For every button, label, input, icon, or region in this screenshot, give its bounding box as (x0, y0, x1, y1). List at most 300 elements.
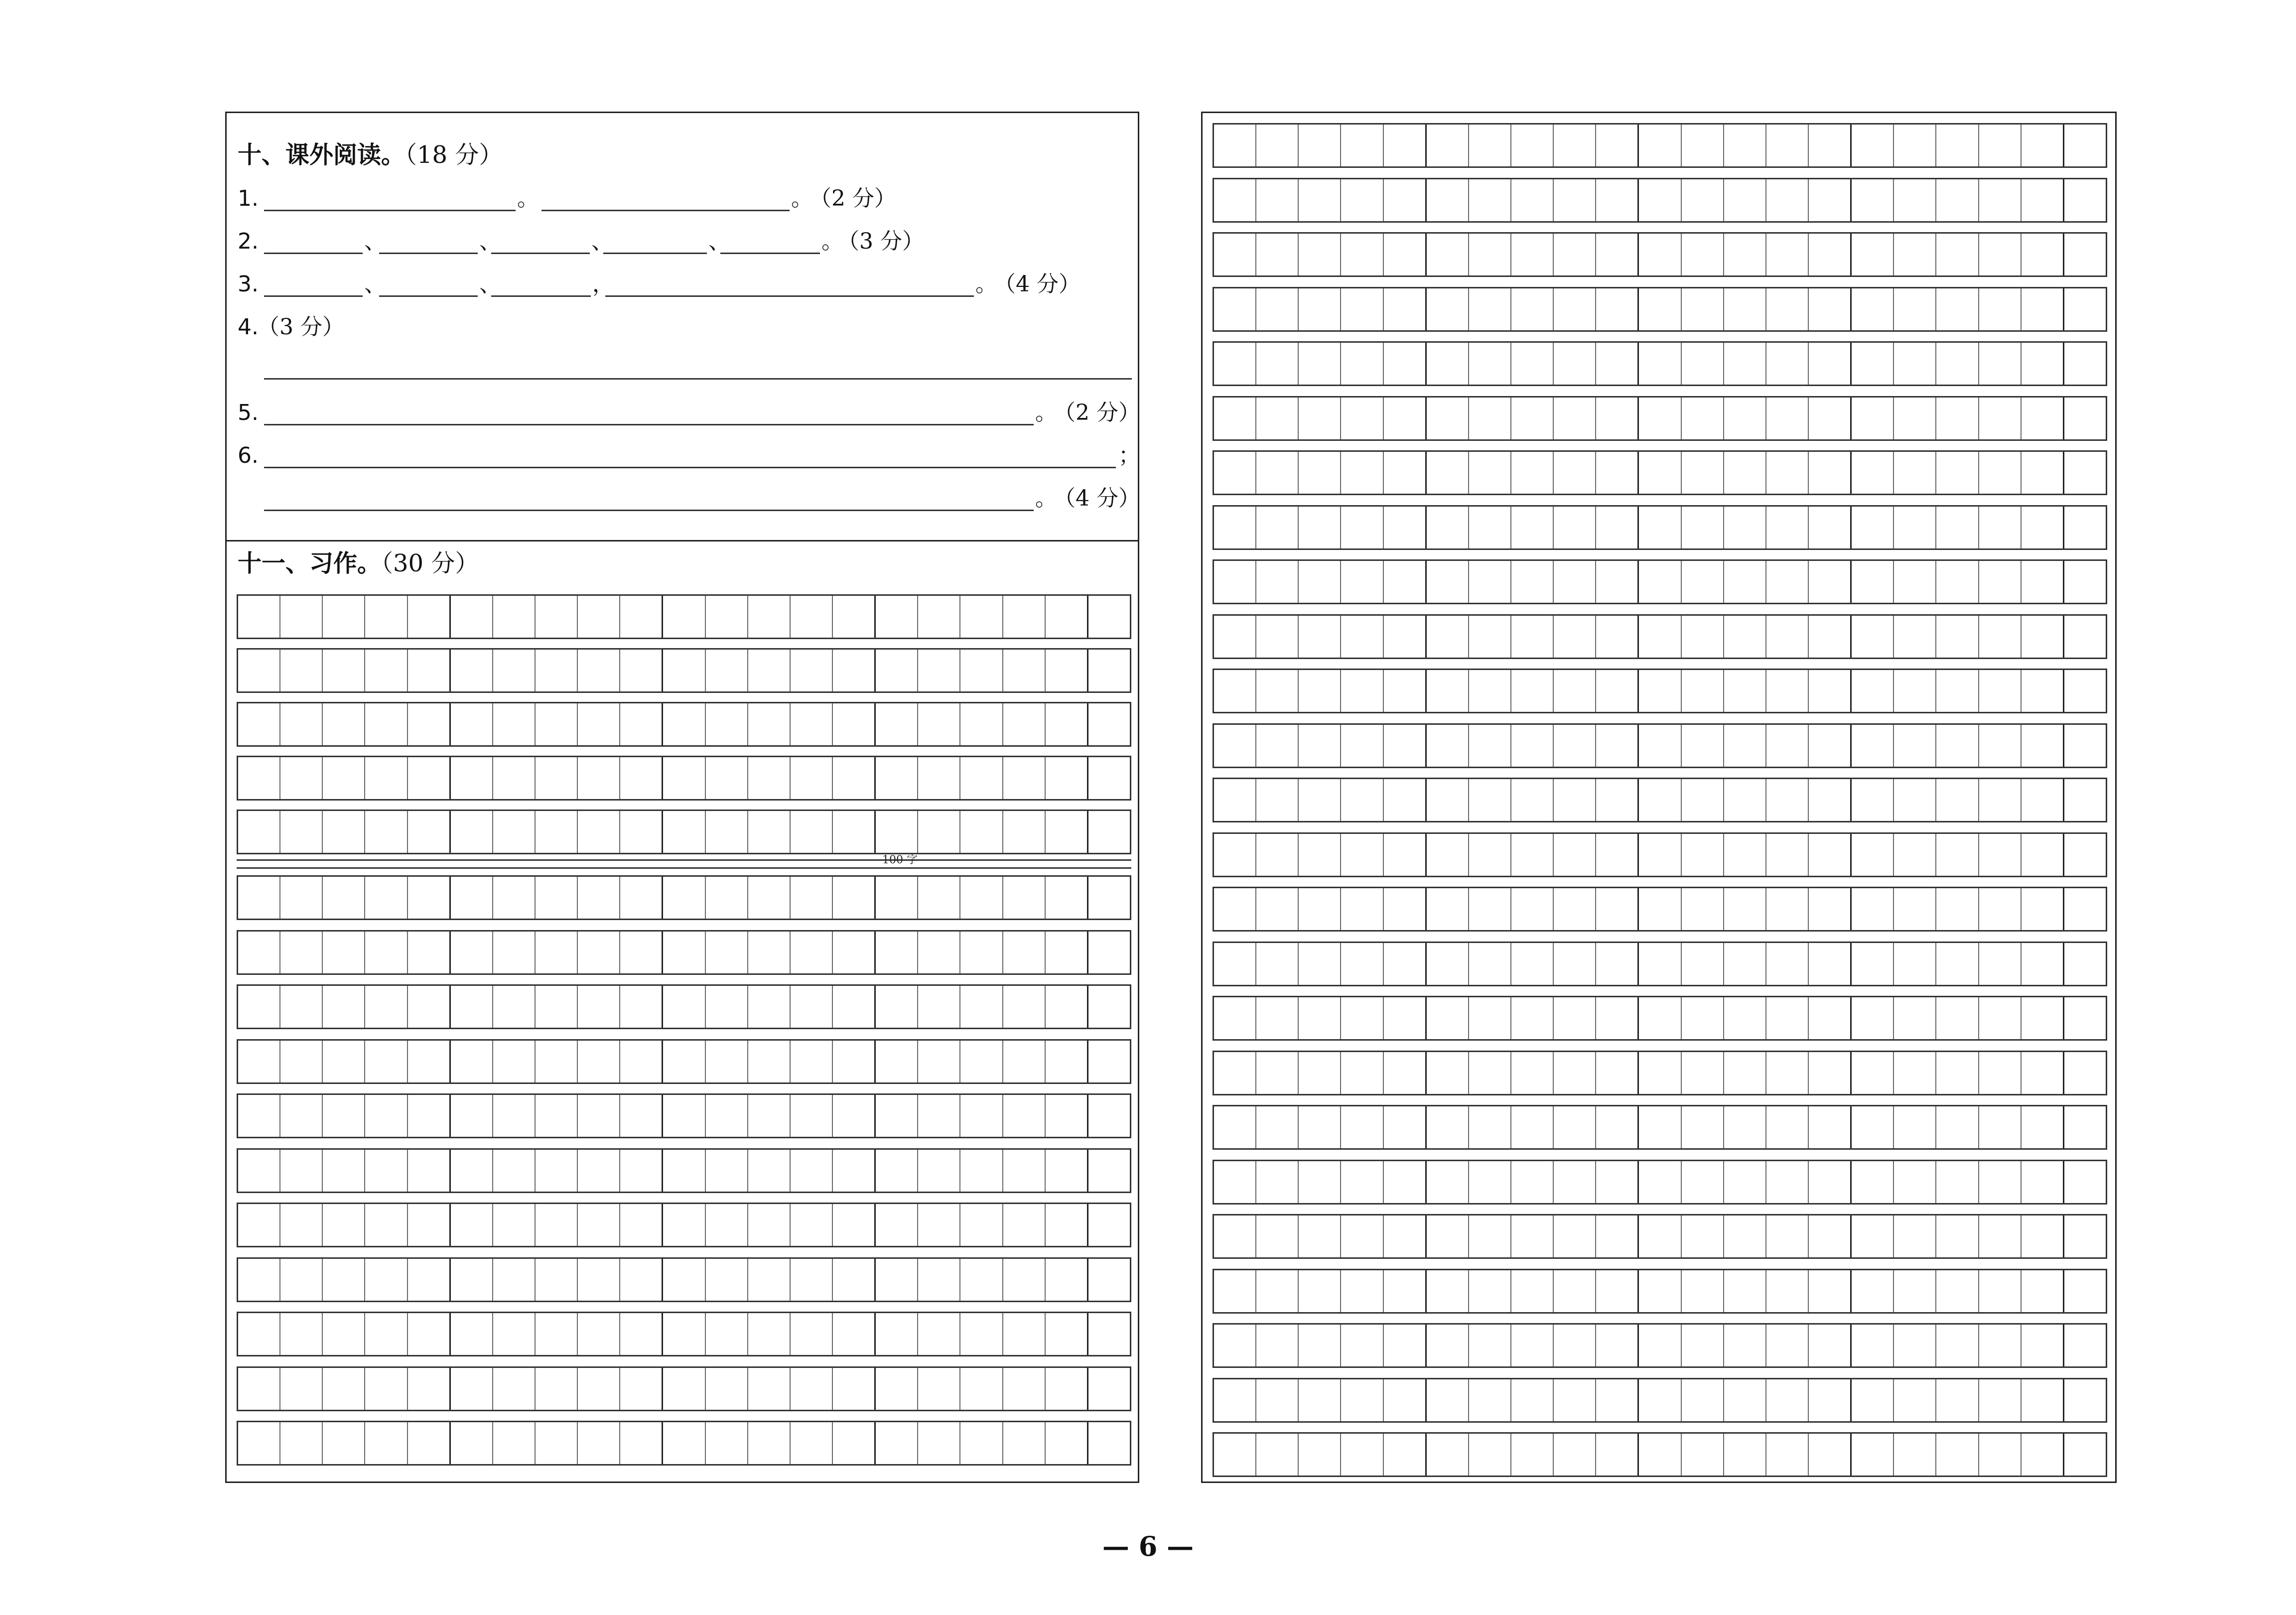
grid-cell[interactable] (365, 986, 407, 1028)
grid-cell[interactable] (833, 757, 876, 799)
grid-cell[interactable] (1384, 452, 1427, 494)
grid-cell[interactable] (1979, 288, 2022, 330)
grid-cell[interactable] (620, 1313, 663, 1355)
grid-cell[interactable] (2064, 670, 2106, 712)
grid-cell[interactable] (1894, 1325, 1936, 1366)
grid-cell[interactable] (1511, 1215, 1554, 1257)
grid-cell[interactable] (451, 877, 493, 919)
grid-cell[interactable] (238, 1313, 280, 1355)
grid-cell[interactable] (1427, 725, 1469, 767)
grid-cell[interactable] (408, 1095, 451, 1137)
grid-cell[interactable] (663, 596, 705, 638)
grid-cell[interactable] (1299, 561, 1341, 603)
grid-cell[interactable] (493, 932, 536, 973)
grid-cell[interactable] (1046, 1313, 1088, 1355)
grid-cell[interactable] (1766, 1434, 1809, 1476)
grid-cell[interactable] (280, 757, 323, 799)
grid-cell[interactable] (1852, 1434, 1894, 1476)
grid-cell[interactable] (1384, 343, 1427, 385)
grid-cell[interactable] (706, 1150, 748, 1192)
grid-cell[interactable] (1936, 1215, 1979, 1257)
grid-cell[interactable] (1427, 1215, 1469, 1257)
grid-cell[interactable] (1256, 997, 1299, 1039)
grid-cell[interactable] (1979, 507, 2022, 548)
grid-cell[interactable] (1554, 1215, 1596, 1257)
grid-cell[interactable] (2022, 179, 2064, 221)
grid-cell[interactable] (365, 1204, 407, 1246)
grid-cell[interactable] (1852, 943, 1894, 985)
grid-cell[interactable] (1427, 616, 1469, 658)
grid-cell[interactable] (2022, 1434, 2064, 1476)
grid-cell[interactable] (918, 932, 960, 973)
grid-cell[interactable] (1554, 1270, 1596, 1312)
grid-cell[interactable] (791, 1041, 833, 1082)
grid-cell[interactable] (1639, 125, 1681, 166)
grid-cell[interactable] (1384, 779, 1427, 821)
grid-cell[interactable] (2022, 888, 2064, 930)
grid-cell[interactable] (663, 1259, 705, 1301)
grid-cell[interactable] (1088, 1204, 1130, 1246)
grid-cell[interactable] (1469, 343, 1511, 385)
grid-cell[interactable] (620, 1150, 663, 1192)
grid-cell[interactable] (833, 1095, 876, 1137)
grid-cell[interactable] (1511, 670, 1554, 712)
grid-cell[interactable] (1724, 1215, 1766, 1257)
grid-cell[interactable] (1469, 616, 1511, 658)
answer-blank[interactable] (264, 210, 516, 211)
grid-cell[interactable] (323, 703, 365, 745)
grid-cell[interactable] (2064, 343, 2106, 385)
grid-cell[interactable] (1724, 1106, 1766, 1148)
grid-cell[interactable] (408, 877, 451, 919)
grid-cell[interactable] (1724, 616, 1766, 658)
grid-cell[interactable] (536, 811, 578, 853)
grid-cell[interactable] (1214, 1215, 1256, 1257)
grid-cell[interactable] (1341, 834, 1383, 876)
grid-cell[interactable] (1511, 888, 1554, 930)
grid-cell[interactable] (960, 1095, 1003, 1137)
grid-cell[interactable] (280, 1204, 323, 1246)
grid-cell[interactable] (1256, 1379, 1299, 1421)
grid-cell[interactable] (1809, 288, 1852, 330)
grid-cell[interactable] (663, 1422, 705, 1464)
grid-cell[interactable] (1596, 398, 1639, 439)
grid-cell[interactable] (1682, 1270, 1724, 1312)
grid-cell[interactable] (280, 811, 323, 853)
grid-cell[interactable] (620, 877, 663, 919)
grid-cell[interactable] (1256, 1161, 1299, 1203)
grid-cell[interactable] (918, 596, 960, 638)
grid-cell[interactable] (1384, 616, 1427, 658)
grid-cell[interactable] (1511, 1434, 1554, 1476)
grid-cell[interactable] (1088, 932, 1130, 973)
grid-cell[interactable] (1894, 834, 1936, 876)
grid-cell[interactable] (1979, 1052, 2022, 1094)
grid-cell[interactable] (1639, 888, 1681, 930)
grid-cell[interactable] (1596, 997, 1639, 1039)
grid-cell[interactable] (1852, 834, 1894, 876)
grid-cell[interactable] (1511, 179, 1554, 221)
grid-cell[interactable] (876, 1041, 918, 1082)
grid-cell[interactable] (1979, 997, 2022, 1039)
grid-cell[interactable] (323, 877, 365, 919)
grid-cell[interactable] (1766, 398, 1809, 439)
grid-cell[interactable] (620, 932, 663, 973)
grid-cell[interactable] (1852, 398, 1894, 439)
grid-cell[interactable] (1088, 1368, 1130, 1410)
grid-cell[interactable] (1724, 179, 1766, 221)
grid-cell[interactable] (536, 1041, 578, 1082)
grid-cell[interactable] (280, 650, 323, 691)
grid-cell[interactable] (1766, 943, 1809, 985)
grid-cell[interactable] (2064, 1106, 2106, 1148)
grid-cell[interactable] (365, 596, 407, 638)
grid-cell[interactable] (960, 1368, 1003, 1410)
grid-cell[interactable] (748, 703, 791, 745)
grid-cell[interactable] (280, 1313, 323, 1355)
grid-cell[interactable] (918, 877, 960, 919)
grid-cell[interactable] (1511, 125, 1554, 166)
grid-cell[interactable] (1682, 1106, 1724, 1148)
grid-cell[interactable] (578, 1259, 620, 1301)
grid-cell[interactable] (1384, 398, 1427, 439)
grid-cell[interactable] (1003, 1259, 1046, 1301)
grid-cell[interactable] (280, 1368, 323, 1410)
grid-cell[interactable] (1427, 1052, 1469, 1094)
grid-cell[interactable] (1469, 507, 1511, 548)
grid-cell[interactable] (1639, 1106, 1681, 1148)
grid-cell[interactable] (620, 811, 663, 853)
grid-cell[interactable] (876, 596, 918, 638)
grid-cell[interactable] (578, 1041, 620, 1082)
grid-cell[interactable] (280, 877, 323, 919)
grid-cell[interactable] (1554, 779, 1596, 821)
grid-cell[interactable] (1936, 507, 1979, 548)
grid-cell[interactable] (876, 932, 918, 973)
grid-cell[interactable] (1341, 1325, 1383, 1366)
grid-cell[interactable] (1639, 343, 1681, 385)
grid-cell[interactable] (1894, 561, 1936, 603)
grid-cell[interactable] (706, 1204, 748, 1246)
grid-cell[interactable] (578, 811, 620, 853)
grid-cell[interactable] (1256, 288, 1299, 330)
grid-cell[interactable] (960, 932, 1003, 973)
grid-cell[interactable] (1724, 288, 1766, 330)
grid-cell[interactable] (1214, 1434, 1256, 1476)
grid-cell[interactable] (1427, 943, 1469, 985)
grid-cell[interactable] (1256, 561, 1299, 603)
grid-cell[interactable] (2022, 834, 2064, 876)
grid-cell[interactable] (1596, 834, 1639, 876)
grid-cell[interactable] (918, 1150, 960, 1192)
grid-cell[interactable] (748, 811, 791, 853)
grid-cell[interactable] (1214, 398, 1256, 439)
grid-cell[interactable] (2022, 125, 2064, 166)
grid-cell[interactable] (1682, 1161, 1724, 1203)
grid-cell[interactable] (1046, 811, 1088, 853)
grid-cell[interactable] (1341, 1106, 1383, 1148)
grid-cell[interactable] (1511, 779, 1554, 821)
grid-cell[interactable] (1427, 561, 1469, 603)
grid-cell[interactable] (1299, 943, 1341, 985)
grid-cell[interactable] (1214, 561, 1256, 603)
grid-cell[interactable] (791, 703, 833, 745)
grid-cell[interactable] (1979, 1325, 2022, 1366)
grid-cell[interactable] (2022, 725, 2064, 767)
grid-cell[interactable] (1046, 1041, 1088, 1082)
grid-cell[interactable] (1003, 1041, 1046, 1082)
grid-cell[interactable] (791, 596, 833, 638)
grid-cell[interactable] (493, 703, 536, 745)
grid-cell[interactable] (1427, 670, 1469, 712)
grid-cell[interactable] (1046, 1150, 1088, 1192)
grid-cell[interactable] (1724, 1052, 1766, 1094)
grid-cell[interactable] (1003, 986, 1046, 1028)
grid-cell[interactable] (1639, 1161, 1681, 1203)
grid-cell[interactable] (1469, 779, 1511, 821)
grid-cell[interactable] (1724, 943, 1766, 985)
grid-cell[interactable] (1639, 179, 1681, 221)
grid-cell[interactable] (1766, 1052, 1809, 1094)
grid-cell[interactable] (1852, 179, 1894, 221)
grid-cell[interactable] (1511, 616, 1554, 658)
grid-cell[interactable] (2064, 888, 2106, 930)
grid-cell[interactable] (323, 1313, 365, 1355)
grid-cell[interactable] (1299, 1325, 1341, 1366)
grid-cell[interactable] (1256, 1434, 1299, 1476)
grid-cell[interactable] (2022, 398, 2064, 439)
grid-cell[interactable] (2064, 234, 2106, 275)
grid-cell[interactable] (2064, 834, 2106, 876)
grid-cell[interactable] (1852, 616, 1894, 658)
grid-cell[interactable] (1511, 561, 1554, 603)
grid-cell[interactable] (1894, 179, 1936, 221)
grid-cell[interactable] (1341, 1052, 1383, 1094)
grid-cell[interactable] (280, 596, 323, 638)
grid-cell[interactable] (1214, 179, 1256, 221)
grid-cell[interactable] (1384, 1215, 1427, 1257)
grid-cell[interactable] (1299, 1270, 1341, 1312)
grid-cell[interactable] (833, 1422, 876, 1464)
grid-cell[interactable] (1809, 1270, 1852, 1312)
grid-cell[interactable] (1511, 398, 1554, 439)
grid-cell[interactable] (960, 1259, 1003, 1301)
grid-cell[interactable] (1088, 1095, 1130, 1137)
grid-cell[interactable] (833, 1041, 876, 1082)
grid-cell[interactable] (1214, 616, 1256, 658)
grid-cell[interactable] (1766, 997, 1809, 1039)
grid-cell[interactable] (1299, 452, 1341, 494)
grid-cell[interactable] (1341, 1215, 1383, 1257)
grid-cell[interactable] (1046, 986, 1088, 1028)
grid-cell[interactable] (2022, 1215, 2064, 1257)
grid-cell[interactable] (1214, 670, 1256, 712)
grid-cell[interactable] (1809, 452, 1852, 494)
grid-cell[interactable] (833, 596, 876, 638)
grid-cell[interactable] (663, 757, 705, 799)
grid-cell[interactable] (1852, 670, 1894, 712)
grid-cell[interactable] (280, 1095, 323, 1137)
grid-cell[interactable] (1894, 1434, 1936, 1476)
grid-cell[interactable] (238, 1041, 280, 1082)
grid-cell[interactable] (1214, 507, 1256, 548)
grid-cell[interactable] (1894, 725, 1936, 767)
grid-cell[interactable] (408, 1368, 451, 1410)
grid-cell[interactable] (2022, 452, 2064, 494)
grid-cell[interactable] (493, 877, 536, 919)
grid-cell[interactable] (1511, 997, 1554, 1039)
grid-cell[interactable] (451, 596, 493, 638)
grid-cell[interactable] (1682, 343, 1724, 385)
grid-cell[interactable] (578, 703, 620, 745)
grid-cell[interactable] (1214, 834, 1256, 876)
grid-cell[interactable] (1256, 670, 1299, 712)
grid-cell[interactable] (1766, 452, 1809, 494)
grid-cell[interactable] (1554, 452, 1596, 494)
grid-cell[interactable] (833, 703, 876, 745)
grid-cell[interactable] (1852, 125, 1894, 166)
grid-cell[interactable] (280, 1150, 323, 1192)
grid-cell[interactable] (1682, 997, 1724, 1039)
grid-cell[interactable] (1766, 1270, 1809, 1312)
grid-cell[interactable] (1554, 125, 1596, 166)
grid-cell[interactable] (493, 1041, 536, 1082)
grid-cell[interactable] (1384, 1325, 1427, 1366)
grid-cell[interactable] (918, 703, 960, 745)
grid-cell[interactable] (2064, 1434, 2106, 1476)
grid-cell[interactable] (1384, 507, 1427, 548)
grid-cell[interactable] (1554, 179, 1596, 221)
grid-cell[interactable] (1256, 234, 1299, 275)
grid-cell[interactable] (918, 811, 960, 853)
grid-cell[interactable] (1554, 288, 1596, 330)
grid-cell[interactable] (2022, 779, 2064, 821)
grid-cell[interactable] (1469, 1161, 1511, 1203)
grid-cell[interactable] (1766, 616, 1809, 658)
grid-cell[interactable] (2022, 1379, 2064, 1421)
grid-cell[interactable] (1766, 343, 1809, 385)
grid-cell[interactable] (1088, 811, 1130, 853)
grid-cell[interactable] (1088, 1422, 1130, 1464)
grid-cell[interactable] (1596, 725, 1639, 767)
grid-cell[interactable] (1682, 725, 1724, 767)
grid-cell[interactable] (918, 757, 960, 799)
grid-cell[interactable] (1766, 670, 1809, 712)
grid-cell[interactable] (791, 811, 833, 853)
grid-cell[interactable] (1936, 398, 1979, 439)
grid-cell[interactable] (536, 757, 578, 799)
grid-cell[interactable] (2022, 670, 2064, 712)
grid-cell[interactable] (493, 1313, 536, 1355)
grid-cell[interactable] (1809, 779, 1852, 821)
grid-cell[interactable] (1554, 997, 1596, 1039)
grid-cell[interactable] (1766, 125, 1809, 166)
grid-cell[interactable] (2022, 1325, 2064, 1366)
grid-cell[interactable] (1979, 1270, 2022, 1312)
grid-cell[interactable] (1511, 1161, 1554, 1203)
grid-cell[interactable] (1766, 1379, 1809, 1421)
grid-cell[interactable] (2064, 561, 2106, 603)
grid-cell[interactable] (536, 1368, 578, 1410)
grid-cell[interactable] (1214, 234, 1256, 275)
grid-cell[interactable] (1639, 943, 1681, 985)
grid-cell[interactable] (1724, 561, 1766, 603)
grid-cell[interactable] (1766, 725, 1809, 767)
grid-cell[interactable] (1724, 234, 1766, 275)
grid-cell[interactable] (748, 596, 791, 638)
grid-cell[interactable] (1299, 1215, 1341, 1257)
grid-cell[interactable] (876, 757, 918, 799)
grid-cell[interactable] (323, 1095, 365, 1137)
grid-cell[interactable] (323, 650, 365, 691)
grid-cell[interactable] (280, 703, 323, 745)
grid-cell[interactable] (238, 986, 280, 1028)
grid-cell[interactable] (748, 757, 791, 799)
grid-cell[interactable] (1852, 561, 1894, 603)
grid-cell[interactable] (1979, 943, 2022, 985)
grid-cell[interactable] (706, 1422, 748, 1464)
grid-cell[interactable] (1003, 877, 1046, 919)
grid-cell[interactable] (1596, 1325, 1639, 1366)
grid-cell[interactable] (1427, 1270, 1469, 1312)
grid-cell[interactable] (1469, 398, 1511, 439)
answer-line[interactable] (264, 467, 1116, 468)
grid-cell[interactable] (451, 1259, 493, 1301)
grid-cell[interactable] (2064, 1325, 2106, 1366)
grid-cell[interactable] (1936, 1052, 1979, 1094)
grid-cell[interactable] (1299, 725, 1341, 767)
grid-cell[interactable] (1979, 234, 2022, 275)
grid-cell[interactable] (1596, 343, 1639, 385)
grid-cell[interactable] (1427, 1106, 1469, 1148)
grid-cell[interactable] (1427, 452, 1469, 494)
grid-cell[interactable] (1214, 725, 1256, 767)
grid-cell[interactable] (1894, 943, 1936, 985)
grid-cell[interactable] (1894, 1161, 1936, 1203)
grid-cell[interactable] (1936, 1106, 1979, 1148)
grid-cell[interactable] (663, 1313, 705, 1355)
grid-cell[interactable] (1682, 398, 1724, 439)
answer-blank[interactable] (603, 253, 707, 254)
grid-cell[interactable] (1852, 234, 1894, 275)
grid-cell[interactable] (238, 650, 280, 691)
grid-cell[interactable] (1682, 1379, 1724, 1421)
grid-cell[interactable] (1809, 507, 1852, 548)
grid-cell[interactable] (1384, 725, 1427, 767)
grid-cell[interactable] (1341, 670, 1383, 712)
grid-cell[interactable] (1766, 888, 1809, 930)
grid-cell[interactable] (833, 1150, 876, 1192)
grid-cell[interactable] (1596, 943, 1639, 985)
grid-cell[interactable] (833, 811, 876, 853)
answer-blank[interactable] (264, 253, 363, 254)
grid-cell[interactable] (663, 1204, 705, 1246)
grid-cell[interactable] (1214, 1379, 1256, 1421)
grid-cell[interactable] (1427, 888, 1469, 930)
grid-cell[interactable] (748, 1368, 791, 1410)
grid-cell[interactable] (1639, 670, 1681, 712)
grid-cell[interactable] (1214, 343, 1256, 385)
grid-cell[interactable] (451, 650, 493, 691)
grid-cell[interactable] (1003, 757, 1046, 799)
grid-cell[interactable] (1299, 179, 1341, 221)
grid-cell[interactable] (238, 932, 280, 973)
grid-cell[interactable] (1214, 779, 1256, 821)
grid-cell[interactable] (918, 1313, 960, 1355)
grid-cell[interactable] (1214, 288, 1256, 330)
grid-cell[interactable] (1682, 179, 1724, 221)
grid-cell[interactable] (451, 703, 493, 745)
